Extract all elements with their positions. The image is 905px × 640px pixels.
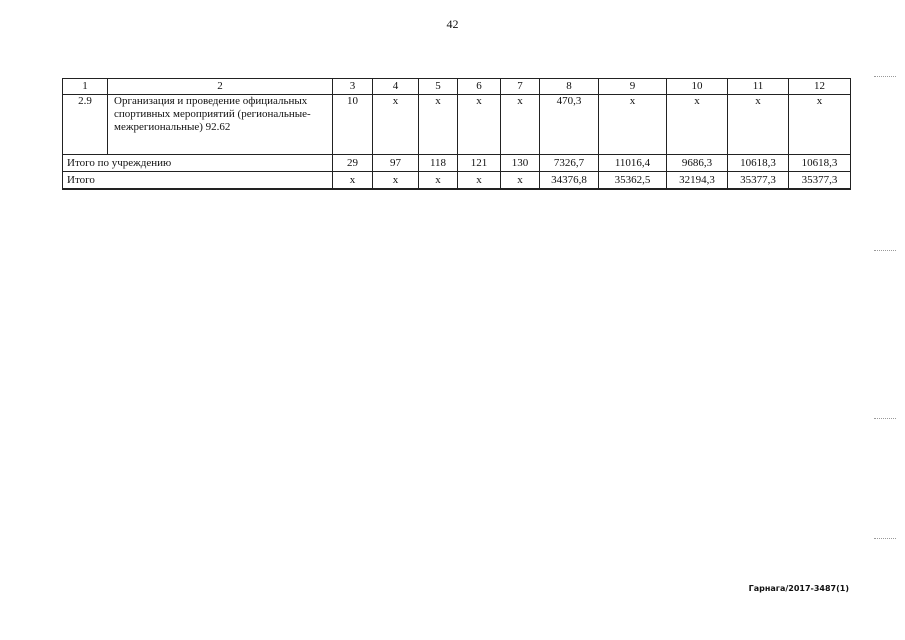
grand-total-cell: х xyxy=(333,172,373,190)
total-cell: 9686,3 xyxy=(667,155,728,172)
row-cell: 470,3 xyxy=(540,95,599,155)
grand-total-row xyxy=(63,172,851,190)
total-cell: 10618,3 xyxy=(728,155,789,172)
row-cell: х xyxy=(667,95,728,155)
total-cell: 11016,4 xyxy=(599,155,667,172)
document-code: Гарнага/2017-3487(1) xyxy=(748,584,849,593)
grand-total-cell: х xyxy=(501,172,540,190)
header-cell: 1 xyxy=(63,79,108,95)
margin-mark xyxy=(874,418,896,419)
grand-total-cell: 35377,3 xyxy=(789,172,851,190)
row-cell: х xyxy=(728,95,789,155)
total-cell: 10618,3 xyxy=(789,155,851,172)
margin-mark xyxy=(874,538,896,539)
row-cell: х xyxy=(599,95,667,155)
header-row xyxy=(63,79,851,95)
grand-total-cell: 32194,3 xyxy=(667,172,728,190)
grand-total-label: Итого xyxy=(63,172,333,190)
total-cell: 7326,7 xyxy=(540,155,599,172)
header-cell: 8 xyxy=(540,79,599,95)
header-cell: 2 xyxy=(108,79,333,95)
row-name: Организация и проведение официальных спортивных мероприятий (региональные-межрегиональные) 92.62 xyxy=(108,95,333,155)
row-cell: 10 xyxy=(333,95,373,155)
total-cell: 97 xyxy=(373,155,419,172)
header-cell: 6 xyxy=(458,79,501,95)
margin-mark xyxy=(874,250,896,251)
header-cell: 4 xyxy=(373,79,419,95)
header-cell: 9 xyxy=(599,79,667,95)
header-cell: 3 xyxy=(333,79,373,95)
table-row xyxy=(63,95,851,155)
header-cell: 11 xyxy=(728,79,789,95)
grand-total-cell: х xyxy=(419,172,458,190)
institution-total-label: Итого по учреждению xyxy=(63,155,333,172)
header-cell: 7 xyxy=(501,79,540,95)
grand-total-cell: 35362,5 xyxy=(599,172,667,190)
grand-total-cell: 35377,3 xyxy=(728,172,789,190)
institution-total-row xyxy=(63,155,851,172)
total-cell: 29 xyxy=(333,155,373,172)
header-cell: 12 xyxy=(789,79,851,95)
budget-table xyxy=(62,78,851,190)
total-cell: 121 xyxy=(458,155,501,172)
row-cell: х xyxy=(458,95,501,155)
grand-total-cell: 34376,8 xyxy=(540,172,599,190)
row-cell: х xyxy=(501,95,540,155)
total-cell: 130 xyxy=(501,155,540,172)
row-cell: х xyxy=(419,95,458,155)
total-cell: 118 xyxy=(419,155,458,172)
page-number: 42 xyxy=(446,17,459,31)
row-cell: х xyxy=(789,95,851,155)
grand-total-cell: х xyxy=(373,172,419,190)
header-cell: 5 xyxy=(419,79,458,95)
row-cell: х xyxy=(373,95,419,155)
header-cell: 10 xyxy=(667,79,728,95)
row-code: 2.9 xyxy=(63,95,108,155)
margin-mark xyxy=(874,76,896,77)
grand-total-cell: х xyxy=(458,172,501,190)
